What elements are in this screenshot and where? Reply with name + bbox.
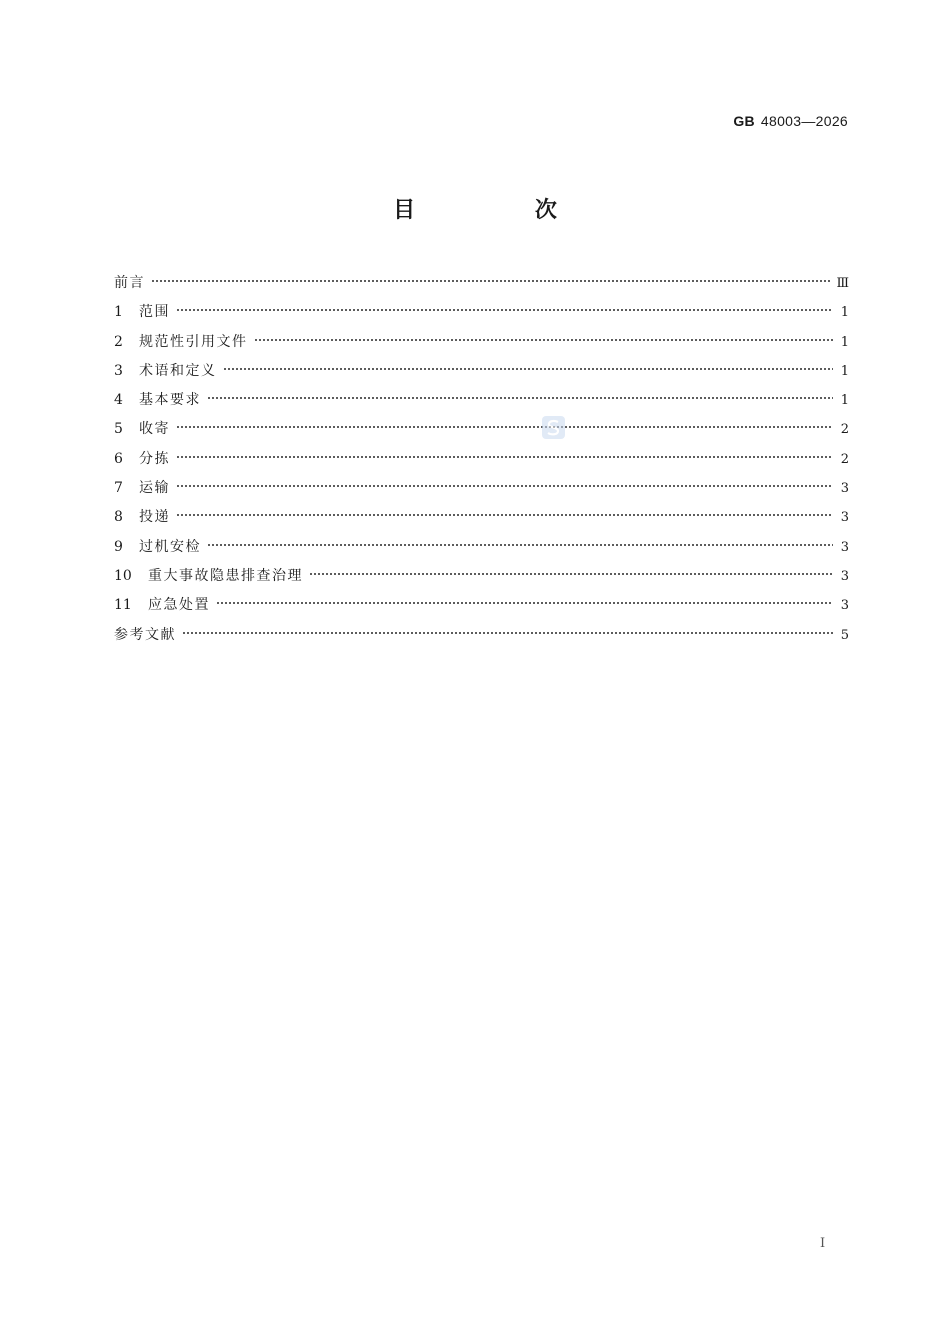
toc-entry-label: 术语和定义 (139, 362, 217, 379)
toc-entry-number: 2 (114, 333, 123, 350)
toc-entry[interactable] (114, 474, 849, 503)
toc-entry[interactable] (114, 269, 849, 298)
standard-prefix: GB (733, 113, 755, 129)
toc-entry-number: 6 (114, 450, 123, 467)
toc-leader-dots (309, 567, 833, 581)
toc-entry-label: 运输 (139, 480, 170, 497)
page-number: I (820, 1236, 826, 1251)
toc-entry-number: 7 (114, 480, 123, 497)
toc-entry-page: 3 (840, 598, 849, 614)
toc-entry[interactable] (114, 503, 849, 532)
toc-leader-dots (207, 391, 833, 405)
toc-leader-dots (176, 303, 833, 317)
toc-entry[interactable] (114, 533, 849, 562)
toc-entry-label: 参考文献 (114, 626, 176, 643)
toc-entry-page: 1 (840, 393, 849, 409)
toc-entry-page: Ⅲ (836, 276, 849, 291)
toc-entry-page: 1 (840, 305, 849, 321)
toc-leader-dots (176, 450, 833, 464)
standard-code: 48003—2026 (760, 113, 848, 129)
toc-entry-label: 规范性引用文件 (139, 333, 248, 350)
toc-entry[interactable] (114, 445, 849, 474)
toc-entry[interactable] (114, 298, 849, 327)
toc-entry-label: 投递 (139, 509, 170, 526)
toc-entry[interactable] (114, 621, 849, 650)
toc-entry[interactable] (114, 562, 849, 591)
toc-entry-label: 基本要求 (139, 392, 201, 409)
toc-entry-number: 4 (114, 392, 123, 409)
toc-entry[interactable] (114, 357, 849, 386)
toc-entry[interactable] (114, 386, 849, 415)
page-title: 目 次 (393, 198, 613, 223)
toc-entry-page: 3 (840, 539, 849, 555)
toc-entry-number: 11 (114, 597, 132, 614)
toc-entry-label: 前言 (114, 275, 145, 291)
toc-entry-number: 9 (114, 538, 123, 555)
toc-leader-dots (176, 420, 833, 434)
toc-leader-dots (176, 479, 833, 493)
toc-entry-number: 1 (114, 304, 123, 321)
toc-entry-page: 2 (840, 422, 849, 438)
watermark-logo-icon (541, 415, 566, 440)
toc-leader-dots (216, 596, 833, 610)
toc-entry-page: 1 (840, 334, 849, 350)
toc-entry-number: 8 (114, 509, 123, 526)
document-number (733, 113, 848, 129)
toc-entry[interactable] (114, 591, 849, 620)
toc-entry[interactable] (114, 328, 849, 357)
toc-entry-label: 重大事故隐患排查治理 (148, 567, 303, 584)
toc-entry[interactable] (114, 415, 849, 444)
toc-entry-number: 5 (114, 421, 123, 438)
toc-leader-dots (254, 333, 834, 347)
toc-leader-dots (223, 362, 834, 376)
toc-entry-page: 3 (840, 510, 849, 526)
toc-entry-number: 10 (114, 567, 132, 584)
table-of-contents (114, 269, 849, 650)
toc-entry-page: 2 (840, 451, 849, 467)
toc-entry-label: 收寄 (139, 421, 170, 438)
toc-entry-page: 3 (840, 568, 849, 584)
toc-leader-dots (182, 626, 833, 640)
toc-entry-label: 应急处置 (148, 597, 210, 614)
toc-leader-dots (207, 538, 833, 552)
toc-leader-dots (176, 508, 833, 522)
toc-entry-page: 3 (840, 481, 849, 497)
toc-entry-label: 范围 (139, 304, 170, 321)
toc-leader-dots (151, 274, 830, 288)
toc-entry-number: 3 (114, 362, 123, 379)
toc-entry-page: 1 (840, 363, 849, 379)
toc-entry-label: 分拣 (139, 450, 170, 467)
toc-entry-label: 过机安检 (139, 538, 201, 555)
toc-entry-page: 5 (840, 627, 849, 643)
